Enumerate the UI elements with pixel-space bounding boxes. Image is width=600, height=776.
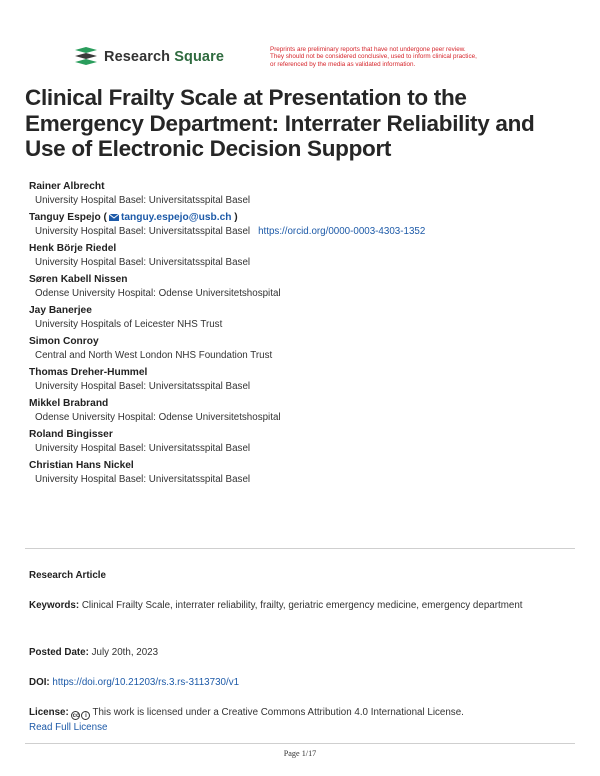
notice-line: or referenced by the media as validated information. [270,60,416,68]
license-text: This work is licensed under a Creative Commons Attribution 4.0 International License. [92,707,464,718]
author-affiliation: University Hospital Basel: Universitatsspital Basel [35,381,251,392]
author-name: Roland Bingisser [29,429,113,440]
author-affiliation: University Hospitals of Leicester NHS Trust [35,319,223,330]
author-name: Jay Banerjee [29,305,92,316]
read-full-license-link[interactable]: Read Full License [29,722,108,733]
preprint-notice [270,46,540,68]
author-name: Simon Conroy [29,336,99,347]
logo-text: Research Square [104,49,224,65]
notice-line: They should not be considered conclusive, used to inform clinical practice, [270,53,477,61]
posted-date-value: July 20th, 2023 [91,647,159,658]
author-affiliation: Odense University Hospital: Odense Universitetshospital [35,412,281,423]
keywords-label: Keywords: [29,600,80,611]
author-name: Søren Kabell Nissen [29,274,128,285]
author-affiliation: University Hospital Basel: Universitatsspital Basel [35,226,251,237]
author-list [29,180,579,490]
doi-label: DOI: [29,677,50,688]
paper-title: Clinical Frailty Scale at Presentation to the Emergency Department: Interrater Reliability and Use of Electronic Decision Support [25,85,535,161]
author-affiliation: Odense University Hospital: Odense Universitetshospital [35,288,281,299]
author-affiliation: University Hospital Basel: Universitatsspital Basel [35,474,251,485]
author-name-with-email: Tanguy Espejo ( tanguy.espejo@usb.ch ) [29,212,238,223]
author-name: Mikkel Brabrand [29,398,109,409]
research-square-logo[interactable] [74,47,224,67]
author-name: Christian Hans Nickel [29,460,134,471]
author-name: Henk Börje Riedel [29,243,117,254]
page-number: Page 1/17 [283,749,317,758]
author-email-link[interactable]: tanguy.espejo@usb.ch [120,212,232,223]
orcid-link[interactable]: https://orcid.org/0000-0003-4303-1352 [258,226,426,237]
research-square-logo-icon [74,47,98,67]
posted-date-label: Posted Date: [29,647,89,658]
article-type: Research Article [29,570,106,581]
section-divider [25,548,575,549]
license-label: License: [29,707,69,718]
keywords-value: Clinical Frailty Scale, interrater reliability, frailty, geriatric emergency medicine, emergency department [81,600,523,611]
keywords [29,598,569,613]
email-icon [109,214,119,221]
author-name: Thomas Dreher-Hummel [29,367,148,378]
footer-divider [25,743,575,744]
license [29,705,569,735]
doi [29,675,569,690]
author-affiliation-row [29,225,579,242]
notice-line: Preprints are preliminary reports that have not undergone peer review. [270,46,466,53]
author-affiliation: University Hospital Basel: Universitatsspital Basel [35,195,251,206]
author-name: Rainer Albrecht [29,181,105,192]
doi-link[interactable]: https://doi.org/10.21203/rs.3.rs-3113730/v1 [52,677,240,688]
author-affiliation: Central and North West London NHS Foundation Trust [35,350,273,361]
author-affiliation: University Hospital Basel: Universitatsspital Basel [35,443,251,454]
author-affiliation: University Hospital Basel: Universitatsspital Basel [35,257,251,268]
posted-date [29,645,569,660]
author-name: Tanguy Espejo [29,212,101,223]
cc-by-icon: cc i [71,711,90,720]
